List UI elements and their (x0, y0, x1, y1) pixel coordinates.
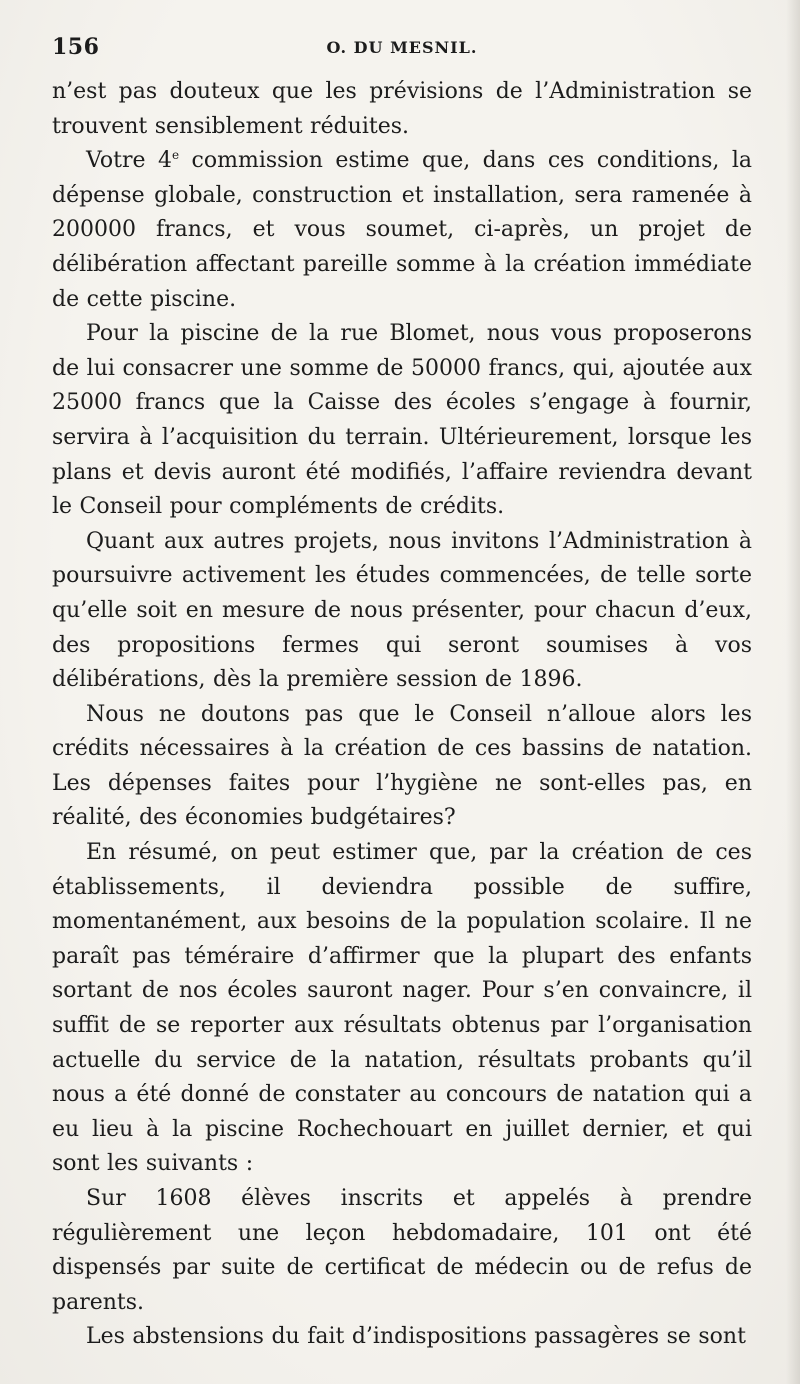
paragraph-2 (52, 144, 752, 317)
paragraph-3: Pour la piscine de la rue Blomet, nous vous proposerons de lui consacrer une somme de 50000 francs, qui, ajoutée aux 25000 francs que la Caisse des écoles s’engage à fournir, servira à l’acquisition du terrain. Ultérieurement, lorsque les plans et devis auront été modifiés, l’affaire reviendra devant le Conseil pour compléments de crédits. (52, 321, 752, 520)
paragraph-1: n’est pas douteux que les prévisions de l’Administration se trouvent sensiblement réduites. (52, 79, 752, 139)
page-edge-shadow (786, 0, 800, 1384)
page-number: 156 (52, 34, 100, 60)
ordinal-superscript: e (171, 148, 180, 163)
body-text (52, 75, 752, 1355)
paragraph-5: Nous ne doutons pas que le Conseil n’alloue alors les crédits nécessaires à la création de ces bassins de natation. Les dépenses faites pour l’hygiène ne sont-elles pas, en réalité, des économies budgétaires? (52, 701, 752, 831)
running-head: O. DU MESNIL. (326, 38, 478, 57)
paragraph-2-rest: commission estime que, dans ces conditions, la dépense globale, construction et installation, sera ramenée à 200000 francs, et vous soumet, ci-après, un projet de délibération affectant pareille somme à la création immédiate de cette piscine. (52, 148, 752, 312)
paragraph-6: En résumé, on peut estimer que, par la création de ces établissements, il deviendra possible de suffire, momentanément, aux besoins de la population scolaire. Il ne paraît pas téméraire d’affirmer que la plupart des enfants sortant de nos écoles sauront nager. Pour s’en convaincre, il suffit de se reporter aux résultats obtenus par l’organisation actuelle du service de la natation, résultats probants qu’il nous a été donné de constater au concours de natation qui a eu lieu à la piscine Rochechouart en juillet dernier, et qui sont les suivants : (52, 840, 752, 1177)
paragraph-7: Sur 1608 élèves inscrits et appelés à prendre régulièrement une leçon hebdomadaire, 101 ont été dispensés par suite de certificat de médecin ou de refus de parents. (52, 1186, 752, 1315)
paragraph-4: Quant aux autres projets, nous invitons l’Administration à poursuivre activement les études commencées, de telle sorte qu’elle soit en mesure de nous présenter, pour chacun d’eux, des propositions fermes qui seront soumises à vos délibérations, dès la première session de 1896. (52, 528, 752, 693)
paragraph-8: Les abstensions du fait d’indispositions passagères se sont (86, 1324, 746, 1350)
page-header (52, 34, 752, 64)
paragraph-2-start: Votre 4 (86, 148, 172, 174)
